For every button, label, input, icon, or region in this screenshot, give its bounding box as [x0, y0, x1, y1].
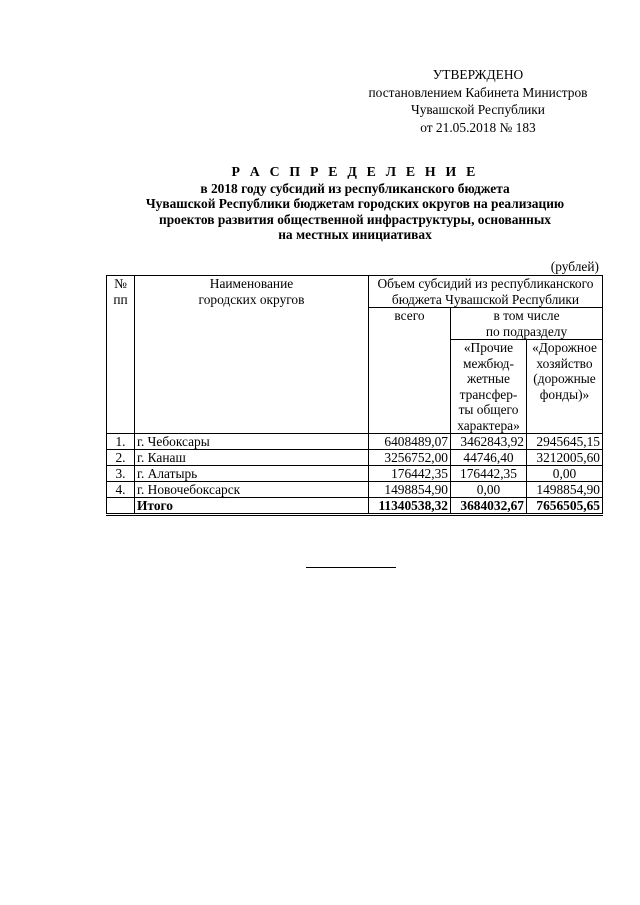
header-number: № пп: [107, 276, 135, 434]
approval-date-number: от 21.05.2018 № 183: [420, 119, 536, 135]
total-road: 7656505,65: [527, 498, 603, 515]
row-road: 3212005,60: [527, 450, 603, 466]
distribution-table: [106, 275, 603, 516]
table-row: [107, 482, 603, 498]
table-row: [107, 434, 603, 450]
approval-stamp: [352, 66, 604, 136]
row-total: 1498854,90: [369, 482, 451, 498]
header-other-transfers: «Прочие межбюд- жетные трансфер- ты общего характера»: [451, 340, 527, 434]
row-number: 4.: [107, 482, 135, 498]
approval-republic: Чувашской Республики: [411, 102, 545, 117]
approval-heading: УТВЕРЖДЕНО: [432, 67, 524, 82]
header-including: в том числе по подразделу: [451, 308, 603, 340]
closing-separator-line: [306, 567, 396, 568]
row-number: 2.: [107, 450, 135, 466]
unit-label: (рублей): [550, 259, 599, 274]
row-district: г. Канаш: [135, 450, 369, 466]
row-other: 44746,40: [451, 450, 527, 466]
table-row: [107, 450, 603, 466]
total-other: 3684032,67: [451, 498, 527, 515]
row-other: 3462843,92: [451, 434, 527, 450]
header-road-funds: «Дорожное хозяйство (дорожные фонды)»: [527, 340, 603, 434]
header-subsidy-volume: Объем субсидий из республиканского бюджета Чувашской Республики: [369, 276, 603, 308]
title-line: в 2018 году субсидий из республиканского бюджета: [200, 180, 510, 196]
row-road: 2945645,15: [527, 434, 603, 450]
approval-resolution: постановлением Кабинета Министров: [368, 84, 588, 100]
row-total: 176442,35: [369, 466, 451, 482]
row-district: г. Чебоксары: [135, 434, 369, 450]
row-other: 0,00: [451, 482, 527, 498]
header-district-name: Наименование городских округов: [135, 276, 369, 434]
row-number: 3.: [107, 466, 135, 482]
total-number: [107, 498, 135, 515]
total-label: Итого: [135, 498, 369, 515]
total-sum: 11340538,32: [369, 498, 451, 515]
row-other: 176442,35: [451, 466, 527, 482]
row-district: г. Новочебоксарск: [135, 482, 369, 498]
title-line: на местных инициативах: [278, 227, 432, 242]
table-row: [107, 466, 603, 482]
title-line: проектов развития общественной инфраструктуры, основанных: [158, 211, 552, 227]
row-road: 1498854,90: [527, 482, 603, 498]
row-total: 3256752,00: [369, 450, 451, 466]
row-district: г. Алатырь: [135, 466, 369, 482]
row-total: 6408489,07: [369, 434, 451, 450]
header-total: всего: [369, 308, 451, 434]
title-line: Чувашской Республики бюджетам городских округов на реализацию: [145, 196, 565, 211]
document-title: [110, 164, 600, 243]
row-number: 1.: [107, 434, 135, 450]
row-road: 0,00: [527, 466, 603, 482]
table-total-row: [107, 498, 603, 515]
title-heading: Р А С П Р Е Д Е Л Е Н И Е: [231, 164, 479, 179]
